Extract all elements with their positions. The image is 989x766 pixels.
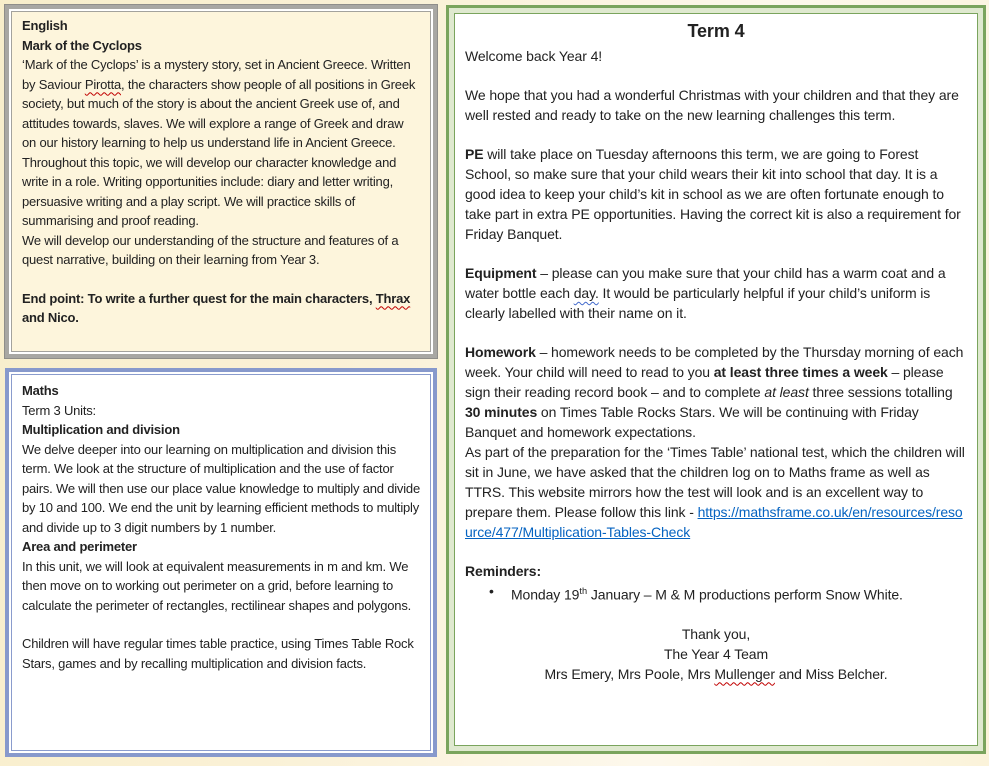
english-endpoint: End point: To write a further quest for the main characters, Thrax and Nico. xyxy=(22,290,411,325)
mathsframe-link[interactable]: https://mathsframe.co.uk/en/resources/resource/477/Multiplication-Tables-Check xyxy=(465,504,963,540)
maths-content xyxy=(11,374,431,751)
term4-content xyxy=(454,13,978,746)
bullet-icon: • xyxy=(489,583,494,599)
homework-paragraph: Homework – homework needs to be completed by the Thursday morning of each week. Your child will need to read to you at least three times a week – please sign their reading record book – and to complete at least three sessions totalling 30 minutes on Times Table Rocks Stars. We will be continuing with Friday Banquet and homework expectations. xyxy=(465,344,964,440)
maths-heading-multiplication: Multiplication and division xyxy=(22,422,180,437)
maths-paragraph-2: In this unit, we will look at equivalent measurements in m and km. We then move on to working out perimeter on a grid, before learning to calculate the perimeter of rectangles, rectilinear shapes and polygons. xyxy=(22,558,412,613)
equipment-paragraph: Equipment – please can you make sure that your child has a warm coat and a water bottle each day. It would be particularly helpful if your child’s uniform is clearly labelled with their name on it. xyxy=(465,265,946,321)
reminders-label: Reminders: xyxy=(465,563,542,579)
maths-term-line: Term 3 Units: xyxy=(22,402,96,418)
english-title: English xyxy=(22,18,68,33)
maths-section xyxy=(5,368,437,757)
term4-section xyxy=(446,5,986,754)
english-paragraph-2: We will develop our understanding of the structure and features of a quest narrative, building on their learning from Year 3. xyxy=(22,232,399,267)
thanks-line-2: The Year 4 Team xyxy=(663,645,769,662)
maths-heading-area: Area and perimeter xyxy=(22,539,137,554)
reminder-text: Monday 19th January – M & M productions perform Snow White. xyxy=(511,586,903,603)
maths-title: Maths xyxy=(22,383,59,398)
intro-paragraph: We hope that you had a wonderful Christmas with your children and that they are well rested and ready to take on the new learning challenges this term. xyxy=(465,87,959,123)
reminder-item xyxy=(489,581,967,605)
thanks-line-1: Thank you, xyxy=(681,625,751,642)
english-paragraph-1: ‘Mark of the Cyclops’ is a mystery story, set in Ancient Greece. Written by Saviour Pirotta, the characters show people of all positions in Greek society, but much of the story is about the ancient Greek use of, and attitudes towards, slaves. We will explore a range of Greek and draw on our history learning to help us understand life in Ancient Greece. Throughout this topic, we will develop our character knowledge and write in a role. Writing opportunities include: diary and letter writing, persuasive writing and a play script. We will practice skills of summarising and proof reading. xyxy=(22,57,416,228)
maths-paragraph-1: We delve deeper into our learning on multiplication and division this term. We look at the structure of multiplication and the use of factor pairs. We will then use our place value knowledge to multiply and divide by 10 and 100. We end the unit by learning efficient methods to multiply and divide up to 3 digit numbers by 1 number. xyxy=(22,441,420,535)
maths-paragraph-3: Children will have regular times table practice, using Times Table Rock Stars, games and by recalling multiplication and division facts. xyxy=(22,636,414,671)
english-content xyxy=(11,11,431,352)
mathsframe-paragraph: As part of the preparation for the ‘Times Table’ national test, which the children will sit in June, we have asked that the children log on to Maths frame as well as TTRS. This website mirrors how the test will look and is an excellent way to prepare them. Please follow this link - https://mathsframe.co.uk/en/resources/resource/477/Multiplication-Tables-Check xyxy=(465,444,965,540)
pe-paragraph: PE will take place on Tuesday afternoons this term, we are going to Forest School, so make sure that your child wears their kit into school that day. It is a good idea to keep your child’s kit in school as we are often fortunate enough to take part in extra PE opportunities. Having the correct kit is also a requirement for Friday Banquet. xyxy=(465,146,961,242)
english-section xyxy=(5,5,437,358)
thanks-line-3: Mrs Emery, Mrs Poole, Mrs Mullenger and Miss Belcher. xyxy=(544,665,888,682)
term4-title: Term 4 xyxy=(687,21,745,41)
english-subtitle: Mark of the Cyclops xyxy=(22,37,142,53)
welcome-line: Welcome back Year 4! xyxy=(465,48,603,64)
